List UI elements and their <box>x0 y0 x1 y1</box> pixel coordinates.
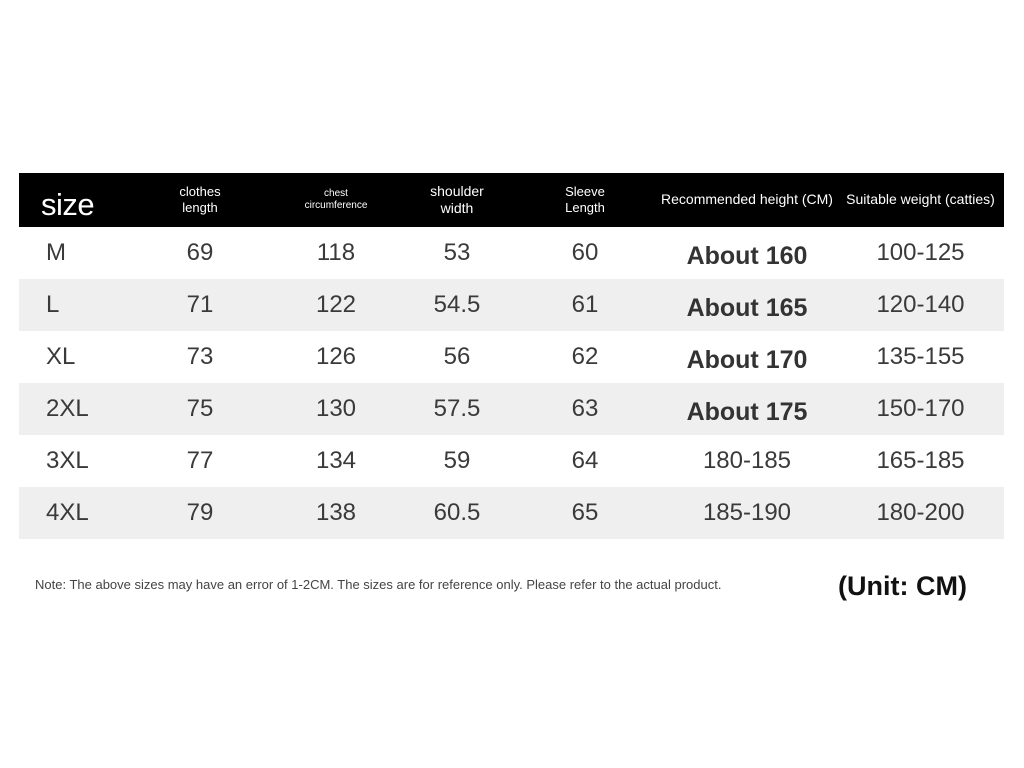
header-row <box>19 173 1004 227</box>
header-clothes-length <box>129 173 271 227</box>
header-clothes-length-line2: length <box>182 200 218 215</box>
header-chest-line2: circumference <box>304 200 368 211</box>
cell-length: 79 <box>186 499 214 526</box>
size-chart-table <box>19 173 1004 539</box>
cell-shoulder: 57.5 <box>433 395 481 422</box>
cell-chest: 134 <box>315 447 357 474</box>
cell-sleeve: 63 <box>571 395 599 422</box>
header-clothes-length-line1: clothes <box>179 183 221 199</box>
table-row <box>19 383 1004 435</box>
header-shoulder-line1: shoulder <box>430 182 484 199</box>
header-sleeve-length <box>513 173 657 227</box>
cell-shoulder: 60.5 <box>433 499 481 526</box>
table-row <box>19 435 1004 487</box>
header-shoulder-line2: width <box>440 200 474 216</box>
cell-size: 3XL <box>46 447 89 474</box>
cell-length: 71 <box>186 291 214 318</box>
cell-weight: 135-155 <box>876 343 965 370</box>
cell-weight: 120-140 <box>876 291 965 318</box>
cell-weight: 165-185 <box>876 447 965 474</box>
cell-sleeve: 65 <box>571 499 599 526</box>
table-row <box>19 487 1004 539</box>
cell-length: 73 <box>186 343 214 370</box>
cell-shoulder: 59 <box>443 447 471 474</box>
cell-sleeve: 62 <box>571 343 599 370</box>
cell-weight: 100-125 <box>876 239 965 266</box>
cell-chest: 118 <box>316 239 356 266</box>
cell-chest: 138 <box>315 499 357 526</box>
cell-height: About 160 <box>686 241 808 270</box>
cell-chest: 126 <box>315 343 357 370</box>
size-note: Note: The above sizes may have an error of 1-2CM. The sizes are for reference only. Please refer to the actual product. <box>35 577 722 592</box>
cell-weight: 180-200 <box>876 499 965 526</box>
cell-height: 180-185 <box>702 447 792 474</box>
cell-size: 2XL <box>46 395 89 422</box>
table-row <box>19 331 1004 383</box>
header-sleeve-line1: Sleeve <box>565 183 605 199</box>
header-chest-line1: chest <box>324 187 348 199</box>
cell-shoulder: 53 <box>443 239 471 266</box>
cell-sleeve: 64 <box>571 447 599 474</box>
cell-size: 4XL <box>46 499 89 526</box>
cell-sleeve: 61 <box>571 291 599 318</box>
cell-height: About 165 <box>686 293 808 322</box>
unit-label: (Unit: CM) <box>838 571 967 601</box>
cell-chest: 122 <box>315 291 357 318</box>
cell-weight: 150-170 <box>876 395 965 422</box>
header-shoulder-width <box>401 173 513 227</box>
header-size: size <box>41 186 95 222</box>
cell-length: 69 <box>186 239 214 266</box>
cell-size: L <box>46 291 60 318</box>
cell-length: 77 <box>186 447 214 474</box>
cell-height: About 175 <box>686 397 808 426</box>
cell-size: M <box>46 239 66 266</box>
header-recommended-height: Recommended height (CM) <box>661 191 833 208</box>
header-chest-circumference <box>271 173 401 227</box>
cell-chest: 130 <box>315 395 357 422</box>
cell-sleeve: 60 <box>571 239 599 266</box>
cell-length: 75 <box>186 395 214 422</box>
table-row <box>19 227 1004 279</box>
header-sleeve-line2: Length <box>565 200 605 215</box>
cell-height: 185-190 <box>702 499 792 526</box>
header-suitable-weight: Suitable weight (catties) <box>846 191 995 208</box>
cell-height: About 170 <box>686 345 808 374</box>
cell-shoulder: 54.5 <box>433 291 481 318</box>
table-row <box>19 279 1004 331</box>
cell-shoulder: 56 <box>443 343 471 370</box>
cell-size: XL <box>46 343 76 370</box>
